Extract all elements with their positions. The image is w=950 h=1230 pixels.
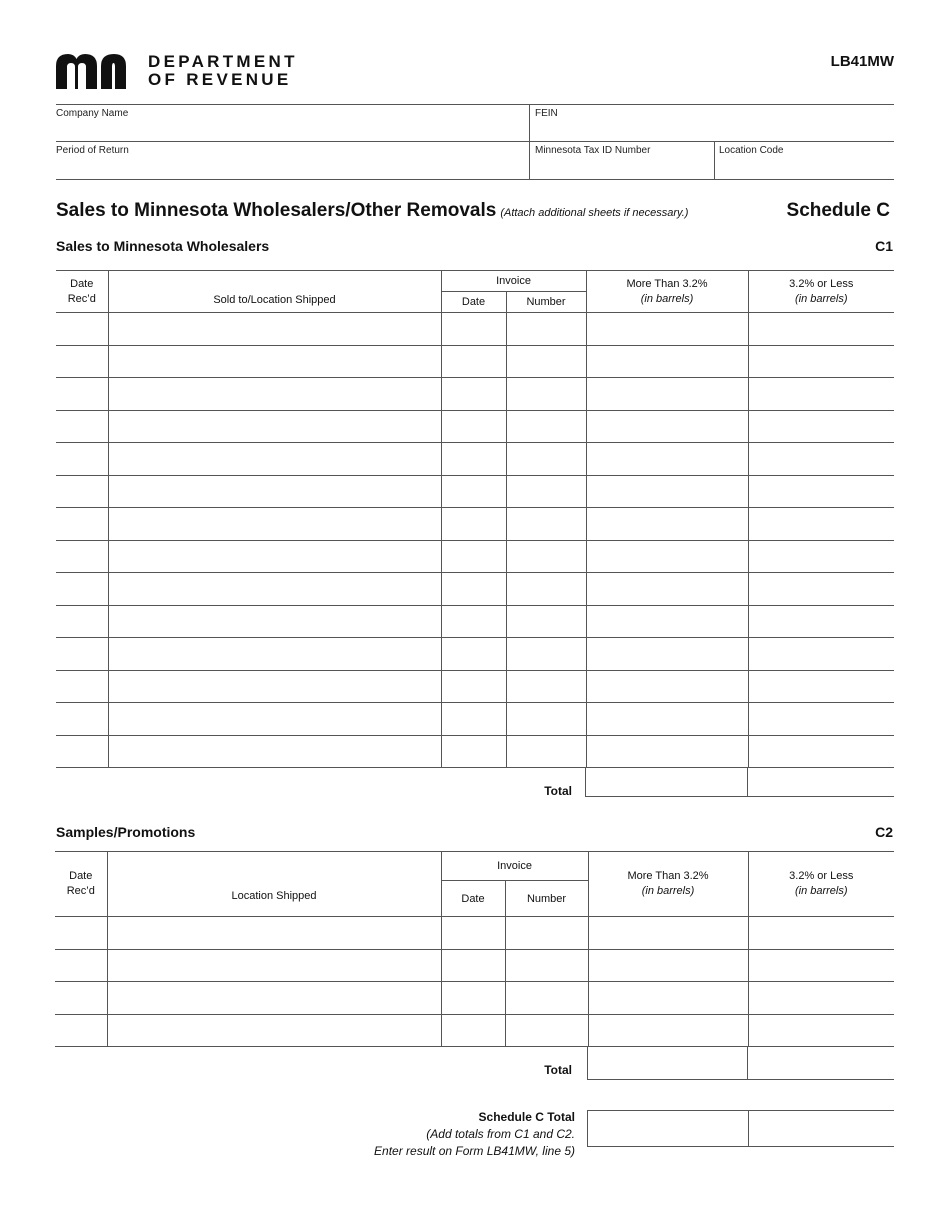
c2-header-inv-number: Number xyxy=(505,881,588,917)
c2-cell-invoice-date[interactable] xyxy=(441,982,505,1015)
c1-header-more-l2: (in barrels) xyxy=(640,292,694,305)
c1-cell-or-less[interactable] xyxy=(748,475,894,508)
c1-table-row xyxy=(56,410,894,443)
c1-table-row xyxy=(56,670,894,703)
c1-cell-more-than[interactable] xyxy=(586,345,748,378)
c1-cell-invoice-number[interactable] xyxy=(506,410,586,443)
c1-table-row xyxy=(56,573,894,606)
c2-header-date-l2: Rec’d xyxy=(66,885,95,897)
c2-table-row xyxy=(55,949,894,982)
c2-cell-date-recd[interactable] xyxy=(55,917,107,950)
c2-header-more-l2: (in barrels) xyxy=(641,885,695,897)
c1-cell-location[interactable] xyxy=(108,313,441,346)
c2-table xyxy=(55,851,894,1047)
c1-cell-date-recd[interactable] xyxy=(56,605,108,638)
c1-cell-location[interactable] xyxy=(108,443,441,476)
c2-cell-date-recd[interactable] xyxy=(55,1014,107,1047)
c1-cell-location[interactable] xyxy=(108,475,441,508)
c1-table-row xyxy=(56,540,894,573)
c1-cell-invoice-date[interactable] xyxy=(441,410,506,443)
c1-table-row xyxy=(56,313,894,346)
c1-cell-more-than[interactable] xyxy=(586,573,748,606)
c2-table-row xyxy=(55,917,894,950)
c2-total-label: Total xyxy=(544,1063,572,1077)
company-name-field[interactable]: Company Name xyxy=(56,108,129,119)
c1-cell-invoice-number[interactable] xyxy=(506,313,586,346)
c1-cell-location[interactable] xyxy=(108,670,441,703)
c2-total-or-less-field[interactable] xyxy=(747,1047,894,1080)
c1-total-or-less-field[interactable] xyxy=(747,767,894,797)
c2-header-more-l1: More Than 3.2% xyxy=(627,870,709,882)
c1-cell-date-recd[interactable] xyxy=(56,670,108,703)
c2-total-more-than-field[interactable] xyxy=(587,1047,748,1080)
c2-cell-location[interactable] xyxy=(107,949,441,982)
c1-cell-location[interactable] xyxy=(108,573,441,606)
c1-cell-more-than[interactable] xyxy=(586,378,748,411)
c2-cell-invoice-number[interactable] xyxy=(505,1014,588,1047)
c1-cell-date-recd[interactable] xyxy=(56,475,108,508)
c1-cell-invoice-date[interactable] xyxy=(441,703,506,736)
c2-cell-location[interactable] xyxy=(107,1014,441,1047)
c1-cell-or-less[interactable] xyxy=(748,313,894,346)
c1-header-less-l2: (in barrels) xyxy=(794,292,848,305)
c1-cell-location[interactable] xyxy=(108,378,441,411)
c1-cell-invoice-number[interactable] xyxy=(506,508,586,541)
c2-header-location: Location Shipped xyxy=(107,852,441,917)
c2-title: Samples/Promotions xyxy=(56,824,196,840)
c1-cell-invoice-date[interactable] xyxy=(441,573,506,606)
c2-code: C2 xyxy=(875,824,893,840)
c2-cell-more-than[interactable] xyxy=(588,949,748,982)
c2-header-date-recd xyxy=(55,852,107,917)
id-box-bottom-rule xyxy=(56,179,894,180)
c1-cell-more-than[interactable] xyxy=(586,735,748,768)
id-box-divider-2 xyxy=(714,141,715,179)
c1-cell-invoice-date[interactable] xyxy=(441,605,506,638)
c1-header-inv-date: Date xyxy=(441,292,506,313)
c2-cell-or-less[interactable] xyxy=(748,917,894,950)
c1-header-or-less xyxy=(748,271,894,313)
id-box-top-rule xyxy=(56,104,894,105)
c2-header-inv-date: Date xyxy=(441,881,505,917)
c1-table xyxy=(56,270,894,768)
c2-cell-invoice-number[interactable] xyxy=(505,917,588,950)
c2-cell-or-less[interactable] xyxy=(748,949,894,982)
c2-cell-date-recd[interactable] xyxy=(55,949,107,982)
c1-total-more-than-field[interactable] xyxy=(585,767,748,797)
c1-header-inv-number: Number xyxy=(506,292,586,313)
logo-text xyxy=(148,53,298,89)
c1-header-sold-to: Sold to/Location Shipped xyxy=(108,271,441,313)
c1-table-row xyxy=(56,475,894,508)
c1-table-row xyxy=(56,605,894,638)
form-id: LB41MW xyxy=(830,53,894,70)
c1-cell-or-less[interactable] xyxy=(748,345,894,378)
attach-note: (Attach additional sheets if necessary.) xyxy=(500,207,689,219)
c1-header-invoice: Invoice xyxy=(441,271,586,292)
c1-cell-date-recd[interactable] xyxy=(56,540,108,573)
c1-cell-or-less[interactable] xyxy=(748,378,894,411)
c1-cell-or-less[interactable] xyxy=(748,638,894,671)
c1-cell-date-recd[interactable] xyxy=(56,573,108,606)
c1-cell-or-less[interactable] xyxy=(748,508,894,541)
c1-cell-or-less[interactable] xyxy=(748,410,894,443)
schedule-label: Schedule C xyxy=(786,200,890,221)
c1-cell-date-recd[interactable] xyxy=(56,345,108,378)
c1-cell-date-recd[interactable] xyxy=(56,508,108,541)
c2-cell-invoice-number[interactable] xyxy=(505,949,588,982)
c1-cell-more-than[interactable] xyxy=(586,410,748,443)
c1-cell-more-than[interactable] xyxy=(586,670,748,703)
c1-title: Sales to Minnesota Wholesalers xyxy=(56,238,270,254)
schedule-c-total-line2: (Add totals from C1 and C2. xyxy=(426,1127,575,1141)
c1-cell-location[interactable] xyxy=(108,508,441,541)
c2-header-invoice: Invoice xyxy=(441,852,588,881)
c2-header-less-l2: (in barrels) xyxy=(794,885,848,897)
c1-cell-invoice-number[interactable] xyxy=(506,703,586,736)
c2-cell-invoice-date[interactable] xyxy=(441,917,505,950)
c1-cell-invoice-number[interactable] xyxy=(506,735,586,768)
c1-cell-or-less[interactable] xyxy=(748,540,894,573)
c1-cell-location[interactable] xyxy=(108,703,441,736)
c1-cell-invoice-number[interactable] xyxy=(506,670,586,703)
c2-table-row xyxy=(55,982,894,1015)
c1-table-row xyxy=(56,443,894,476)
c1-cell-or-less[interactable] xyxy=(748,443,894,476)
schedule-c-total-line3: Enter result on Form LB41MW, line 5) xyxy=(374,1144,575,1158)
c1-cell-invoice-number[interactable] xyxy=(506,605,586,638)
c1-cell-invoice-date[interactable] xyxy=(441,475,506,508)
logo-line1: DEPARTMENT xyxy=(148,52,298,71)
c2-header-more-than xyxy=(588,852,748,917)
c1-cell-more-than[interactable] xyxy=(586,313,748,346)
schedule-c-total-or-less-field[interactable] xyxy=(748,1110,894,1147)
c1-cell-location[interactable] xyxy=(108,638,441,671)
c1-cell-invoice-number[interactable] xyxy=(506,443,586,476)
c1-header-date-l2: Rec’d xyxy=(67,292,96,305)
c2-cell-more-than[interactable] xyxy=(588,1014,748,1047)
c1-cell-invoice-number[interactable] xyxy=(506,345,586,378)
c1-cell-invoice-date[interactable] xyxy=(441,540,506,573)
c1-cell-more-than[interactable] xyxy=(586,475,748,508)
c2-cell-more-than[interactable] xyxy=(588,917,748,950)
id-box-divider xyxy=(529,104,530,179)
c1-cell-location[interactable] xyxy=(108,410,441,443)
mn-logo-icon xyxy=(56,54,136,89)
c1-cell-more-than[interactable] xyxy=(586,540,748,573)
period-of-return-field[interactable]: Period of Return xyxy=(56,145,129,156)
c1-cell-date-recd[interactable] xyxy=(56,410,108,443)
c2-table-row xyxy=(55,1014,894,1047)
c1-cell-invoice-number[interactable] xyxy=(506,573,586,606)
c2-header-less-l1: 3.2% or Less xyxy=(789,870,854,882)
c2-cell-invoice-date[interactable] xyxy=(441,949,505,982)
c2-cell-location[interactable] xyxy=(107,982,441,1015)
mn-tax-id-field[interactable]: Minnesota Tax ID Number xyxy=(535,145,651,156)
c1-table-row xyxy=(56,735,894,768)
c1-table-row xyxy=(56,638,894,671)
c1-cell-more-than[interactable] xyxy=(586,703,748,736)
c1-cell-date-recd[interactable] xyxy=(56,313,108,346)
c1-cell-invoice-date[interactable] xyxy=(441,670,506,703)
c2-cell-more-than[interactable] xyxy=(588,982,748,1015)
c1-cell-more-than[interactable] xyxy=(586,605,748,638)
c1-cell-or-less[interactable] xyxy=(748,605,894,638)
c1-cell-location[interactable] xyxy=(108,735,441,768)
c1-header-less-l1: 3.2% or Less xyxy=(789,277,854,290)
fein-field[interactable]: FEIN xyxy=(535,108,558,119)
schedule-c-total-label xyxy=(374,1109,575,1160)
c2-cell-date-recd[interactable] xyxy=(55,982,107,1015)
c1-cell-more-than[interactable] xyxy=(586,508,748,541)
c1-cell-or-less[interactable] xyxy=(748,703,894,736)
schedule-c-total-more-than-field[interactable] xyxy=(587,1110,749,1147)
c2-cell-invoice-date[interactable] xyxy=(441,1014,505,1047)
c1-cell-invoice-number[interactable] xyxy=(506,540,586,573)
c1-table-row xyxy=(56,703,894,736)
schedule-c-total-title: Schedule C Total xyxy=(478,1110,575,1124)
c2-cell-location[interactable] xyxy=(107,917,441,950)
location-code-field[interactable]: Location Code xyxy=(719,145,784,156)
c1-cell-invoice-number[interactable] xyxy=(506,378,586,411)
c1-cell-date-recd[interactable] xyxy=(56,703,108,736)
c1-cell-invoice-date[interactable] xyxy=(441,378,506,411)
c1-cell-invoice-date[interactable] xyxy=(441,443,506,476)
c1-cell-date-recd[interactable] xyxy=(56,378,108,411)
c1-cell-more-than[interactable] xyxy=(586,638,748,671)
c1-header-date-l1: Date xyxy=(70,277,94,290)
c1-code: C1 xyxy=(875,238,893,254)
c1-cell-invoice-date[interactable] xyxy=(441,735,506,768)
c1-table-row xyxy=(56,345,894,378)
c1-cell-or-less[interactable] xyxy=(748,670,894,703)
page-title xyxy=(56,200,688,222)
c1-cell-invoice-date[interactable] xyxy=(441,313,506,346)
c1-total-label: Total xyxy=(544,784,572,798)
c2-header-or-less xyxy=(748,852,894,917)
logo-line2: OF REVENUE xyxy=(148,70,292,89)
id-box-mid-rule xyxy=(56,141,894,142)
c1-cell-date-recd[interactable] xyxy=(56,443,108,476)
c2-cell-or-less[interactable] xyxy=(748,1014,894,1047)
c1-header-date-recd xyxy=(56,271,108,313)
c2-cell-invoice-number[interactable] xyxy=(505,982,588,1015)
c1-cell-date-recd[interactable] xyxy=(56,735,108,768)
c1-cell-invoice-date[interactable] xyxy=(441,638,506,671)
c1-header-more-than xyxy=(586,271,748,313)
c1-table-row xyxy=(56,508,894,541)
c1-table-row xyxy=(56,378,894,411)
page-title-text: Sales to Minnesota Wholesalers/Other Removals xyxy=(56,200,497,221)
c1-cell-invoice-date[interactable] xyxy=(441,508,506,541)
mn-revenue-logo xyxy=(56,53,298,89)
c1-cell-invoice-date[interactable] xyxy=(441,345,506,378)
c1-cell-location[interactable] xyxy=(108,540,441,573)
c2-cell-or-less[interactable] xyxy=(748,982,894,1015)
c1-cell-location[interactable] xyxy=(108,345,441,378)
c2-header-date-l1: Date xyxy=(69,870,93,882)
c1-cell-invoice-number[interactable] xyxy=(506,475,586,508)
c1-header-more-l1: More Than 3.2% xyxy=(626,277,708,290)
c1-cell-or-less[interactable] xyxy=(748,735,894,768)
c1-cell-location[interactable] xyxy=(108,605,441,638)
c1-cell-invoice-number[interactable] xyxy=(506,638,586,671)
c1-cell-or-less[interactable] xyxy=(748,573,894,606)
c1-cell-date-recd[interactable] xyxy=(56,638,108,671)
c1-cell-more-than[interactable] xyxy=(586,443,748,476)
